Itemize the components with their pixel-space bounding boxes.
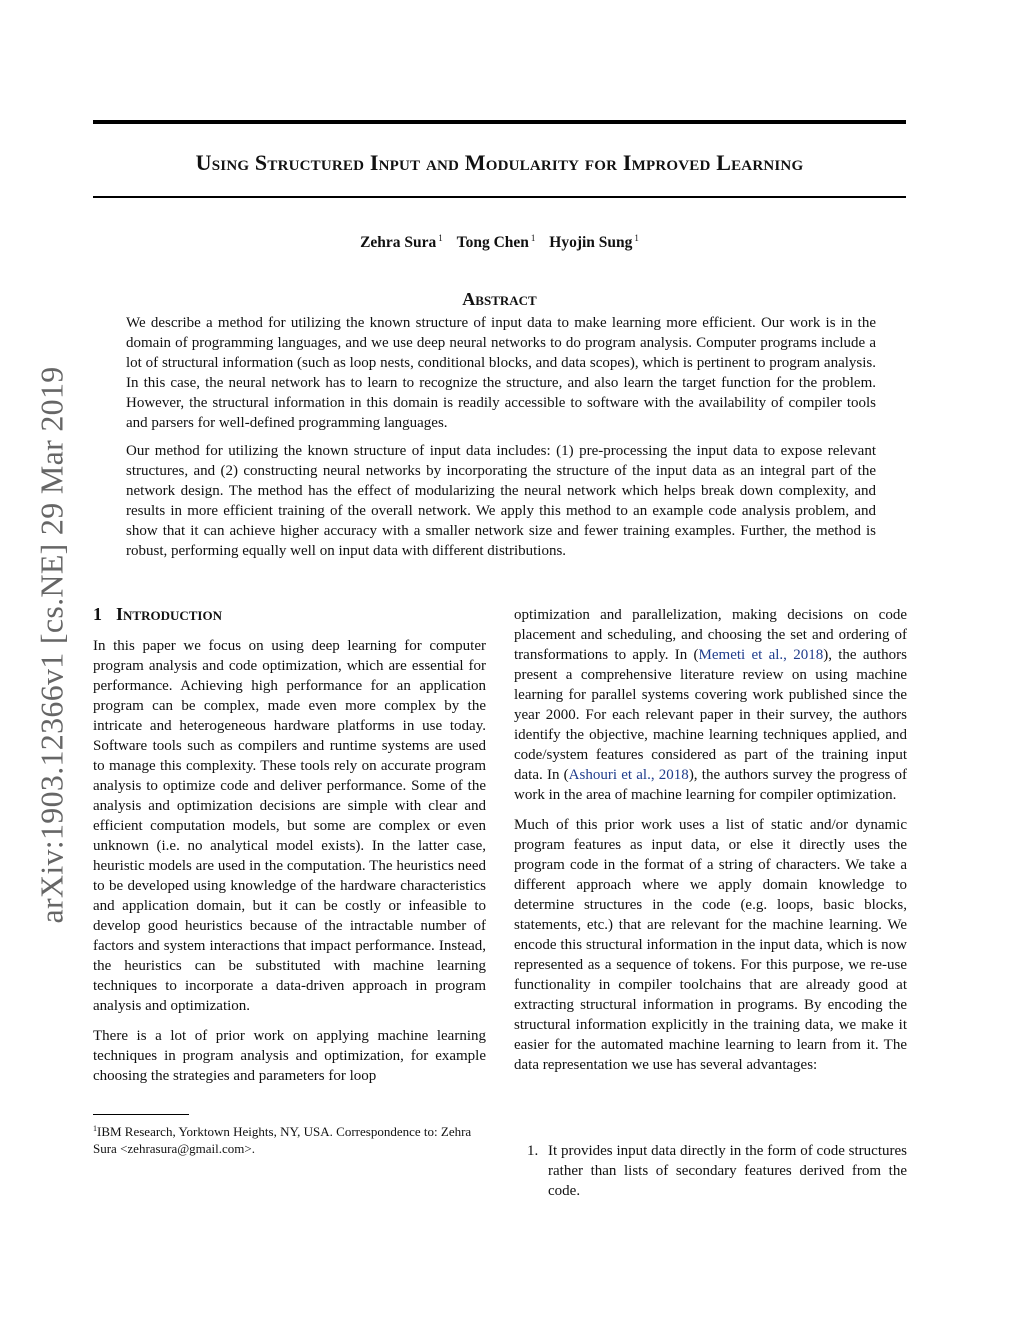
title-rule-bottom: [93, 196, 906, 198]
abstract-body: [126, 313, 876, 569]
abstract-paragraph: We describe a method for utilizing the known structure of input data to make learning more efficient. Our work is in the domain of programming languages, and we use deep neural networks to do program analysis. Computer programs include a lot of structural information (such as loop nests, conditional blocks, and data scopes), which is pertinent to program analysis. In this case, the neural network has to learn to recognize the structure, and also learn the target function for the problem. However, the structural information in this domain is readily accessible to software with the availability of compiler tools and parsers for well-defined programming languages.: [126, 315, 876, 431]
body-paragraph: In this paper we focus on using deep learning for computer program analysis and code optimization, which are essential for performance. Achieving high performance for an application program can be complex, made even more complex by the intricate and heterogeneous hardware platforms in use today. Software tools such as compilers and runtime systems are used to manage this complexity. These tools rely on accurate program analysis to optimize code and deliver performance. Some of the analysis and optimization decisions are simple with clear and efficient computation models, but some are complex or even unknown (i.e. no analytical model exists). In the latter case, heuristic models are used in the computation. The heuristics need to be developed using knowledge of the hardware characteristics and application domain, but it can be costly or infeasible to develop good heuristics because of the intractable number of factors and system interactions that impact performance. Instead, the heuristics can be substituted with machine learning techniques to incorporate a data-driven approach in program analysis and optimization.: [93, 638, 486, 1014]
abstract-heading: Abstract: [462, 289, 537, 309]
left-column: [93, 636, 486, 1096]
paper-title: Using Structured Input and Modularity for Improved Learning: [195, 150, 804, 175]
right-column: [514, 605, 907, 1085]
citation-link[interactable]: Ashouri et al., 2018: [568, 767, 689, 783]
list-item: 1. It provides input data directly in the form of code structures rather than lists of secondary features derived from the code.: [527, 1143, 907, 1199]
footnote-rule: [93, 1114, 189, 1115]
affiliation-footnote: $^1$IBM Research, Yorktown Heights, NY, USA. Correspondence to: Zehra Sura <zehrasura@gmail.com>.: [93, 1124, 472, 1156]
author: Zehra Sura $^1$: [360, 233, 443, 251]
author: Hyojin Sung $^1$: [549, 233, 639, 251]
section-heading: 1 Introduction: [93, 604, 222, 624]
advantages-list: [514, 1141, 907, 1201]
author: Tong Chen $^1$: [456, 233, 536, 251]
author-list: [93, 233, 906, 252]
citation-link[interactable]: Memeti et al., 2018: [698, 647, 824, 663]
body-paragraph: optimization and parallelization, making decisions on code placement and scheduling, and choosing the set and ordering of transformations to apply. In (Memeti et al., 2018), the authors present a comprehensive literature review on using machine learning for parallel systems covering work published since the year 2000. For each relevant paper in their survey, the authors identify the objective, machine learning techniques applied, and code/system features considered as part of the training input data. In (Ashouri et al., 2018), the authors survey the progress of work in the area of machine learning for compiler optimization.: [514, 607, 907, 803]
body-paragraph: Much of this prior work uses a list of static and/or dynamic program features as input data, or else it directly uses the program code in the format of a string of characters. We take a different approach where we apply domain knowledge to determine structures in the code (e.g. loops, basic blocks, statements, etc.) that are relevant for the machine learning. We encode this structural information in the input data, which is now represented as a sequence of tokens. For this purpose, we re-use functionality in compiler toolchains that are already good at extracting structural information in programs. By encoding the structural information explicitly in the training data, we make it easier for the automated machine learning to learn from it. The data representation we use has several advantages:: [514, 817, 907, 1073]
arxiv-identifier: arXiv:1903.12366v1 [cs.NE] 29 Mar 2019: [33, 366, 70, 924]
abstract-paragraph: Our method for utilizing the known structure of input data includes: (1) pre-processing the input data to expose relevant structures, and (2) constructing neural networks by incorporating the structure of the input data as an integral part of the network design. The method has the effect of modularizing the neural network which helps break down complexity, and results in more efficient training of the overall network. We apply this method to an example code analysis problem, and show that it can achieve higher accuracy with a smaller network size and fewer training examples. Further, the method is robust, performing equally well on input data with different distributions.: [126, 443, 876, 559]
title-rule-top: [93, 120, 906, 124]
body-paragraph: There is a lot of prior work on applying machine learning techniques in program analysis and optimization, for example choosing the strategies and parameters for loop: [93, 1028, 486, 1084]
